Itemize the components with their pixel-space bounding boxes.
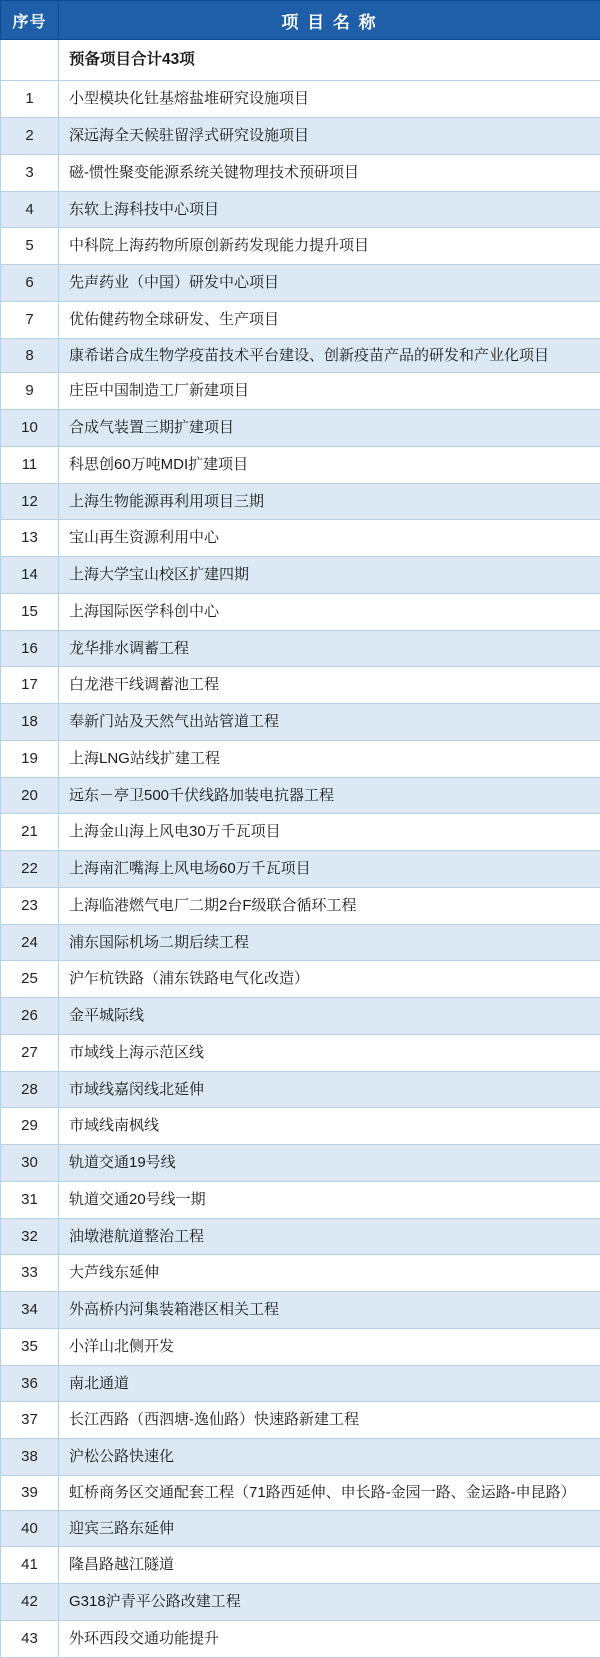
row-index-cell: 6	[1, 265, 59, 302]
project-name-cell: 庄臣中国制造工厂新建项目	[59, 373, 600, 410]
row-index-cell: 24	[1, 924, 59, 961]
project-name-cell: 外高桥内河集装箱港区相关工程	[59, 1292, 600, 1329]
table-row	[1, 118, 600, 155]
project-name-cell: 市域线南枫线	[59, 1108, 600, 1145]
table-row	[1, 1181, 600, 1218]
table-row	[1, 1475, 600, 1510]
table-row	[1, 265, 600, 302]
project-name-cell: 南北通道	[59, 1365, 600, 1402]
row-index-cell: 41	[1, 1547, 59, 1584]
row-index-cell: 8	[1, 338, 59, 373]
project-name-cell: 东软上海科技中心项目	[59, 191, 600, 228]
table-row	[1, 1328, 600, 1365]
project-name-cell: 沪松公路快速化	[59, 1439, 600, 1476]
row-index-cell: 31	[1, 1181, 59, 1218]
table-row	[1, 924, 600, 961]
project-name-cell: 轨道交通19号线	[59, 1145, 600, 1182]
table-row	[1, 228, 600, 265]
row-index-cell: 12	[1, 483, 59, 520]
table-row	[1, 961, 600, 998]
table-row	[1, 410, 600, 447]
table-row	[1, 1218, 600, 1255]
table-row	[1, 81, 600, 118]
table-row	[1, 998, 600, 1035]
project-name-cell: 白龙港干线调蓄池工程	[59, 667, 600, 704]
row-index-cell: 19	[1, 740, 59, 777]
row-index-cell: 27	[1, 1034, 59, 1071]
table-row	[1, 1255, 600, 1292]
project-name-cell: 迎宾三路东延伸	[59, 1510, 600, 1547]
row-index-cell: 28	[1, 1071, 59, 1108]
row-index-cell: 15	[1, 593, 59, 630]
table-row	[1, 1145, 600, 1182]
row-index-cell: 10	[1, 410, 59, 447]
table-row	[1, 1510, 600, 1547]
project-name-cell: 隆昌路越江隧道	[59, 1547, 600, 1584]
row-index-cell: 16	[1, 630, 59, 667]
table-row	[1, 1620, 600, 1657]
row-index-cell: 32	[1, 1218, 59, 1255]
column-header-no: 序号	[1, 1, 59, 40]
row-index-cell: 36	[1, 1365, 59, 1402]
table-row	[1, 338, 600, 373]
table-header	[1, 1, 600, 40]
table-row	[1, 520, 600, 557]
project-name-cell: 轨道交通20号线一期	[59, 1181, 600, 1218]
project-name-cell: 深远海全天候驻留浮式研究设施项目	[59, 118, 600, 155]
table-row	[1, 593, 600, 630]
row-index-cell: 18	[1, 704, 59, 741]
row-index-cell: 25	[1, 961, 59, 998]
table-row	[1, 777, 600, 814]
row-index-cell: 2	[1, 118, 59, 155]
project-name-cell: 小洋山北侧开发	[59, 1328, 600, 1365]
project-name-cell: 中科院上海药物所原创新药发现能力提升项目	[59, 228, 600, 265]
table-row	[1, 887, 600, 924]
project-name-cell: 上海金山海上风电30万千瓦项目	[59, 814, 600, 851]
project-name-cell: 市域线上海示范区线	[59, 1034, 600, 1071]
project-name-cell: 上海国际医学科创中心	[59, 593, 600, 630]
row-index-cell: 13	[1, 520, 59, 557]
project-name-cell: 优佑健药物全球研发、生产项目	[59, 301, 600, 338]
project-name-cell: 宝山再生资源利用中心	[59, 520, 600, 557]
row-index-cell: 42	[1, 1584, 59, 1621]
row-index-cell: 26	[1, 998, 59, 1035]
project-name-cell: 科思创60万吨MDI扩建项目	[59, 446, 600, 483]
row-index-cell: 20	[1, 777, 59, 814]
table-row	[1, 1547, 600, 1584]
table-row	[1, 446, 600, 483]
project-name-cell: G318沪青平公路改建工程	[59, 1584, 600, 1621]
table-row	[1, 1034, 600, 1071]
table-row	[1, 301, 600, 338]
row-index-cell: 17	[1, 667, 59, 704]
project-name-cell: 磁-惯性聚变能源系统关键物理技术预研项目	[59, 154, 600, 191]
table-row	[1, 1439, 600, 1476]
row-index-cell: 9	[1, 373, 59, 410]
table-row	[1, 1292, 600, 1329]
row-index-cell: 7	[1, 301, 59, 338]
table-row	[1, 557, 600, 594]
table-row	[1, 740, 600, 777]
row-index-cell: 5	[1, 228, 59, 265]
table-row	[1, 191, 600, 228]
table-row	[1, 814, 600, 851]
row-index-cell: 22	[1, 851, 59, 888]
table-row	[1, 373, 600, 410]
table-row	[1, 1584, 600, 1621]
project-name-cell: 金平城际线	[59, 998, 600, 1035]
table-row	[1, 667, 600, 704]
project-name-cell: 上海临港燃气电厂二期2台F级联合循环工程	[59, 887, 600, 924]
row-index-cell: 35	[1, 1328, 59, 1365]
table-row	[1, 154, 600, 191]
project-name-cell: 先声药业（中国）研发中心项目	[59, 265, 600, 302]
summary-row-no	[1, 40, 59, 81]
row-index-cell: 21	[1, 814, 59, 851]
row-index-cell: 11	[1, 446, 59, 483]
table-body	[1, 40, 600, 1658]
project-name-cell: 龙华排水调蓄工程	[59, 630, 600, 667]
row-index-cell: 1	[1, 81, 59, 118]
row-index-cell: 40	[1, 1510, 59, 1547]
project-name-cell: 上海南汇嘴海上风电场60万千瓦项目	[59, 851, 600, 888]
table-row	[1, 1402, 600, 1439]
table-row	[1, 483, 600, 520]
row-index-cell: 14	[1, 557, 59, 594]
table-row	[1, 704, 600, 741]
row-index-cell: 43	[1, 1620, 59, 1657]
project-name-cell: 合成气装置三期扩建项目	[59, 410, 600, 447]
project-name-cell: 远东－亭卫500千伏线路加装电抗器工程	[59, 777, 600, 814]
summary-row-label: 预备项目合计43项	[59, 40, 600, 81]
row-index-cell: 3	[1, 154, 59, 191]
project-name-cell: 上海生物能源再利用项目三期	[59, 483, 600, 520]
row-index-cell: 34	[1, 1292, 59, 1329]
project-name-cell: 奉新门站及天然气出站管道工程	[59, 704, 600, 741]
table-row	[1, 630, 600, 667]
table-summary-row	[1, 40, 600, 81]
row-index-cell: 38	[1, 1439, 59, 1476]
project-name-cell: 上海大学宝山校区扩建四期	[59, 557, 600, 594]
row-index-cell: 29	[1, 1108, 59, 1145]
table-row	[1, 1365, 600, 1402]
row-index-cell: 23	[1, 887, 59, 924]
table-row	[1, 851, 600, 888]
project-name-cell: 长江西路（西泗塘-逸仙路）快速路新建工程	[59, 1402, 600, 1439]
project-name-cell: 市域线嘉闵线北延伸	[59, 1071, 600, 1108]
row-index-cell: 33	[1, 1255, 59, 1292]
project-name-cell: 上海LNG站线扩建工程	[59, 740, 600, 777]
project-name-cell: 油墩港航道整治工程	[59, 1218, 600, 1255]
table-header-row	[1, 1, 600, 40]
project-name-cell: 外环西段交通功能提升	[59, 1620, 600, 1657]
row-index-cell: 39	[1, 1475, 59, 1510]
table-row	[1, 1108, 600, 1145]
project-name-cell: 沪乍杭铁路（浦东铁路电气化改造）	[59, 961, 600, 998]
project-name-cell: 小型模块化钍基熔盐堆研究设施项目	[59, 81, 600, 118]
row-index-cell: 30	[1, 1145, 59, 1182]
table-row	[1, 1071, 600, 1108]
row-index-cell: 4	[1, 191, 59, 228]
column-header-name: 项 目 名 称	[59, 1, 600, 40]
project-name-cell: 康希诺合成生物学疫苗技术平台建设、创新疫苗产品的研发和产业化项目	[59, 338, 600, 373]
project-name-cell: 大芦线东延伸	[59, 1255, 600, 1292]
project-name-cell: 虹桥商务区交通配套工程（71路西延伸、申长路-金园一路、金运路-申昆路）	[59, 1475, 600, 1510]
row-index-cell: 37	[1, 1402, 59, 1439]
project-name-cell: 浦东国际机场二期后续工程	[59, 924, 600, 961]
